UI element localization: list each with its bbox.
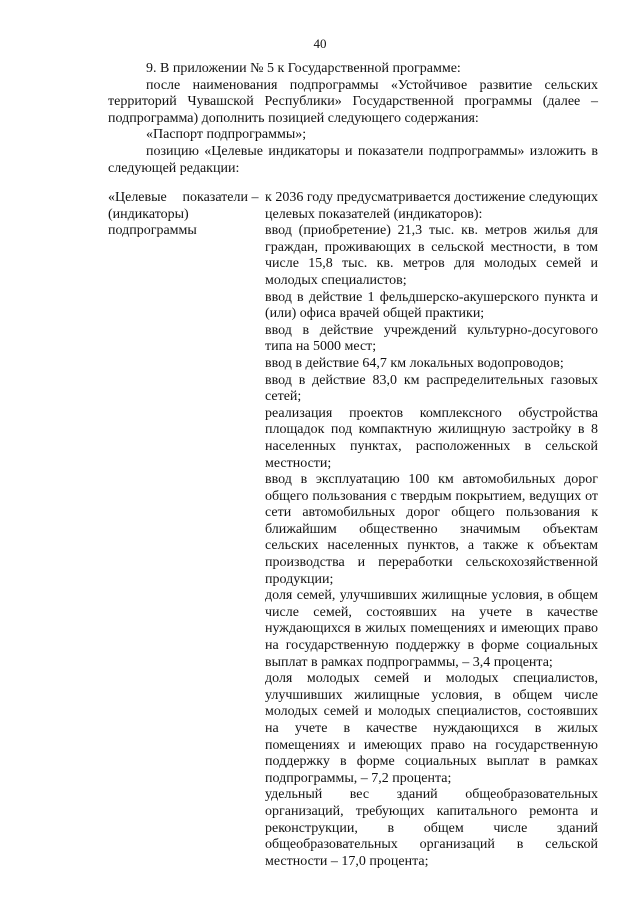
indicator-item: ввод (приобретение) 21,3 тыс. кв. метров жилья для граждан, проживающих в сельской местности, в том числе 15,8 тыс. кв. метров для молодых семей и молодых специалистов;: [265, 223, 598, 288]
indicator-item: ввод в действие 64,7 км локальных водопроводов;: [265, 355, 564, 371]
indicator-item: ввод в действие 1 фельдшерско-акушерского пункта и (или) офиса врачей общей практики;: [265, 289, 598, 322]
indicator-item: ввод в эксплуатацию 100 км автомобильных дорог общего пользования с твердым покрытием, ведущих от сети автомобильных дорог общего пользования к ближайшим общественно значимым объектам сельских населенных пунктов, а также к объектам производства и переработки сельскохозяйственной продукции;: [265, 472, 598, 587]
indicator-label: «Целевые показатели (индикаторы) подпрограммы: [108, 190, 248, 239]
intro-text: [108, 61, 598, 177]
indicator-item: к 2036 году предусматривается достижение следующих целевых показателей (индикаторов):: [265, 190, 598, 222]
indicator-item: доля молодых семей и молодых специалистов, улучшивших жилищные условия, в общем числе молодых семей и молодых специалистов, состоявших на учете в качестве нуждающихся в жилых помещениях и имеющих право на государственную поддержку в форме социальных выплат в рамках подпрограммы, – 7,2 процента;: [265, 671, 598, 786]
intro-paragraph: после наименования подпрограммы «Устойчивое развитие сельских территорий Чувашской Республики» Государственной программы (далее – подпрограмма) дополнить позицией следующего содержания:: [108, 77, 598, 126]
page-number: 40: [313, 36, 327, 51]
indicator-item: доля семей, улучшивших жилищные условия, в общем числе семей, состоявших на учете в качестве нуждающихся в жилых помещениях и имеющих право на государственную поддержку в форме социальных выплат в рамках подпрограммы, – 3,4 процента;: [265, 588, 598, 670]
indicator-item: реализация проектов комплексного обустройства площадок под компактную жилищную застройку в 8 населенных пунктах, расположенных в сельской местности;: [265, 405, 598, 471]
indicator-list: [265, 190, 598, 870]
intro-paragraph: позицию «Целевые индикаторы и показатели подпрограммы» изложить в следующей редакции:: [108, 143, 598, 176]
intro-paragraph: 9. В приложении № 5 к Государственной программе:: [146, 61, 461, 76]
label-dash: –: [251, 190, 259, 205]
indicator-item: ввод в действие учреждений культурно-досугового типа на 5000 мест;: [265, 322, 598, 355]
indicator-item: удельный вес зданий общеобразовательных организаций, требующих капитального ремонта и реконструкции, в общем числе зданий общеобразовательных организаций в сельской местности – 17,0 процента;: [265, 787, 598, 869]
indicator-item: ввод в действие 83,0 км распределительных газовых сетей;: [265, 372, 598, 405]
intro-paragraph: «Паспорт подпрограммы»;: [146, 127, 307, 143]
